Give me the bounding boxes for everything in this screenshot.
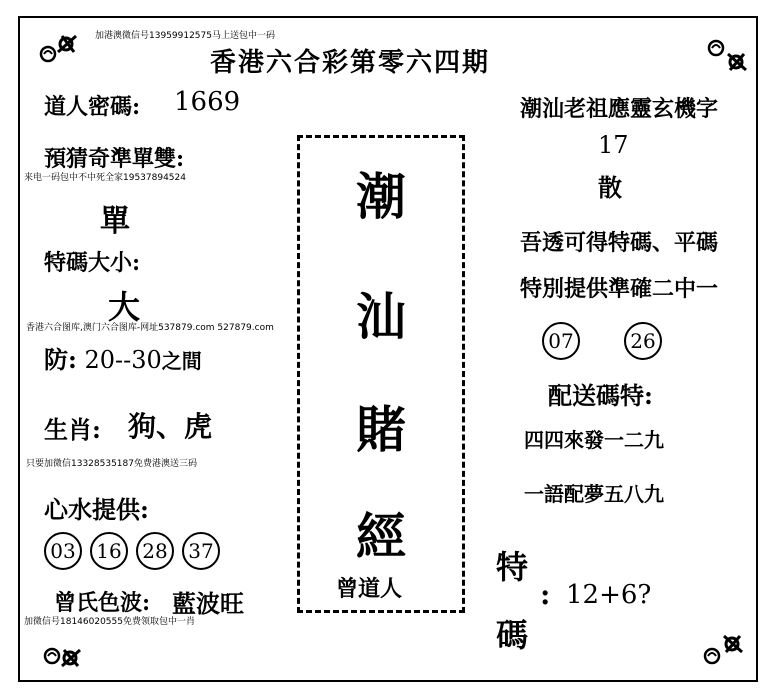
defend-line [44, 340, 202, 375]
heart-numbers [44, 532, 220, 570]
verse-2: 一語配夢五八九 [524, 482, 664, 506]
guess-value: 單 [100, 204, 130, 239]
size-label: 特碼大小: [44, 250, 141, 276]
seal-icon-bottom-right [700, 630, 746, 670]
zodiac-label: 生肖: [44, 415, 101, 444]
defend-range: 20--30 [84, 346, 162, 374]
defend-suffix: 之間 [161, 349, 202, 373]
center-char: 經 [356, 507, 406, 566]
guess-label: 預猜奇準單雙: [44, 146, 185, 172]
deliver-label: 配送碼特: [548, 381, 653, 410]
color-value: 藍波旺 [172, 589, 244, 618]
special-value: 12+6? [566, 580, 652, 610]
zodiac-value: 狗、虎 [128, 410, 213, 443]
size-value: 大 [108, 288, 141, 326]
special-char-1: 特 [496, 548, 529, 586]
heart-number: 37 [182, 532, 220, 570]
right-line-2: 特別提供準確二中一 [520, 276, 719, 302]
seal-icon-top-right [704, 34, 750, 74]
center-char: 賭 [356, 400, 406, 459]
right-line-1: 吾透可得特碼、平碼 [520, 230, 719, 256]
seal-icon-bottom-left [40, 636, 86, 676]
page-title: 香港六合彩第零六四期 [210, 48, 491, 78]
right-word: 散 [598, 173, 622, 202]
pick-number: 07 [542, 322, 580, 360]
note-4: 加微信号18146020555免费领取包中一肖 [24, 617, 195, 627]
top-note: 加港澳微信号13959912575马上送包中一码 [95, 31, 275, 41]
seal-icon-top-left [36, 30, 82, 70]
heart-number: 03 [44, 532, 82, 570]
verse-1: 四四來發一二九 [524, 428, 664, 452]
pick-numbers [542, 322, 662, 360]
password-value: 1669 [174, 87, 241, 117]
password-label: 道人密碼: [44, 94, 141, 120]
special-char-2: 碼 [496, 616, 529, 654]
right-head: 潮汕老祖應靈玄機字 [520, 96, 719, 122]
center-char: 潮 [356, 167, 406, 226]
center-char: 汕 [356, 287, 406, 346]
heart-number: 16 [90, 532, 128, 570]
pick-number: 26 [624, 322, 662, 360]
heart-label: 心水提供: [44, 495, 149, 524]
defend-prefix: 防: [44, 345, 77, 374]
center-author: 曾道人 [336, 576, 403, 602]
note-2: 香港六合图库,澳门六合图库-网址537879.com 527879.com [26, 323, 274, 333]
note-1: 来电一码包中不中死全家19537894524 [24, 173, 186, 183]
note-3: 只要加微信13328535187免费港澳送三码 [26, 459, 197, 469]
special-colon: : [540, 578, 551, 611]
heart-number: 28 [136, 532, 174, 570]
color-label: 曾氏色波: [54, 590, 151, 616]
right-number: 17 [598, 131, 629, 159]
